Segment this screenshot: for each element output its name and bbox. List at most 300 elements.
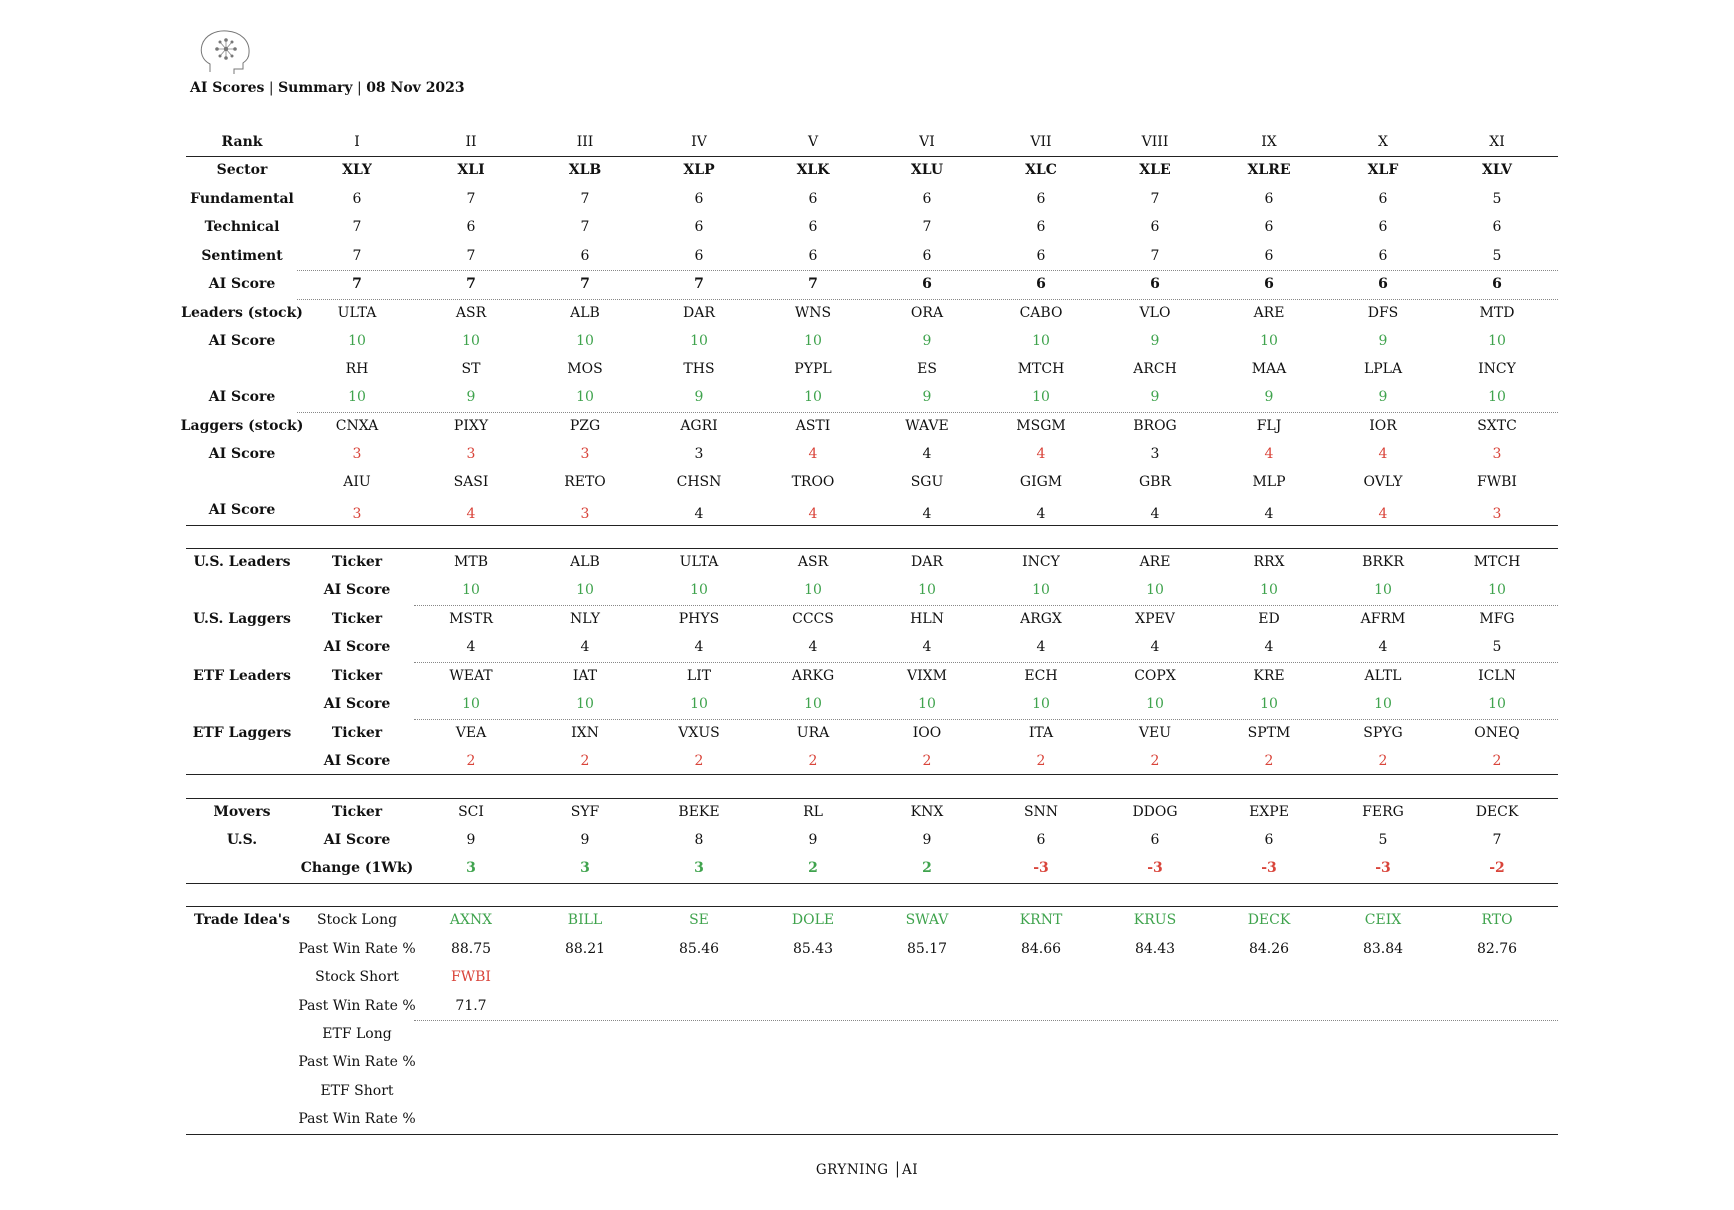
row-label-leaders: Leaders (stock) <box>181 305 303 321</box>
technical-score: 6 <box>1492 219 1502 235</box>
list-score: 4 <box>694 639 704 655</box>
row-label-ai-score: AI Score <box>208 446 276 462</box>
section-rule <box>186 798 1558 799</box>
leader-ticker: CABO <box>1019 305 1063 321</box>
row-label-fundamental: Fundamental <box>190 191 294 207</box>
row-label-ai-score: AI Score <box>208 502 276 518</box>
lagger-score: 4 <box>922 506 932 522</box>
list-ticker: ALTL <box>1364 668 1402 684</box>
mover-ticker: RL <box>803 804 823 820</box>
sector-ai-score: 7 <box>694 276 704 292</box>
mover-ticker: FERG <box>1362 804 1404 820</box>
lagger-score: 4 <box>1150 506 1160 522</box>
mover-change: 2 <box>922 860 932 876</box>
list-ticker: PHYS <box>678 611 720 627</box>
list-score: 2 <box>1378 753 1388 769</box>
list-score: 10 <box>1374 696 1392 712</box>
sector-ticker: XLP <box>683 162 715 178</box>
win-rate: 84.66 <box>1020 941 1062 957</box>
technical-score: 6 <box>1264 219 1274 235</box>
technical-score: 6 <box>1036 219 1046 235</box>
row-divider <box>414 605 1558 606</box>
mover-change: 3 <box>466 860 476 876</box>
stock-long-ticker: AXNX <box>449 912 493 928</box>
group-label-us: U.S. <box>226 832 258 848</box>
sentiment-score: 7 <box>466 248 476 264</box>
mover-score: 6 <box>1264 832 1274 848</box>
lagger-ticker: SGU <box>910 474 944 490</box>
fundamental-score: 6 <box>694 191 704 207</box>
list-ticker: VEA <box>455 725 487 741</box>
list-ticker: WEAT <box>449 668 493 684</box>
technical-score: 7 <box>352 219 362 235</box>
list-score: 10 <box>690 696 708 712</box>
row-divider <box>297 412 1558 413</box>
sentiment-score: 7 <box>352 248 362 264</box>
sentiment-score: 6 <box>808 248 818 264</box>
sentiment-score: 6 <box>1378 248 1388 264</box>
list-score: 10 <box>1146 582 1164 598</box>
leader-score: 10 <box>690 333 708 349</box>
rank-numeral: XI <box>1489 134 1505 150</box>
sentiment-score: 6 <box>1036 248 1046 264</box>
list-ticker: CCCS <box>792 611 834 627</box>
fundamental-score: 6 <box>1378 191 1388 207</box>
list-score: 2 <box>1492 753 1502 769</box>
sector-ai-score: 7 <box>466 276 476 292</box>
leader-score: 10 <box>1260 333 1278 349</box>
leader-ticker: ST <box>461 361 481 377</box>
leader-ticker: INCY <box>1478 361 1516 377</box>
row-label-stock-long: Stock Long <box>316 912 398 928</box>
leader-score: 9 <box>1150 333 1160 349</box>
list-ticker: VEU <box>1138 725 1172 741</box>
technical-score: 6 <box>1150 219 1160 235</box>
win-rate: 71.7 <box>455 998 487 1014</box>
list-ticker: ARKG <box>791 668 835 684</box>
sector-ticker: XLU <box>910 162 944 178</box>
row-label-ai-score: AI Score <box>208 333 276 349</box>
leader-score: 10 <box>804 389 822 405</box>
leader-ticker: RH <box>345 361 369 377</box>
list-score: 10 <box>1488 696 1506 712</box>
mover-ticker: BEKE <box>678 804 720 820</box>
list-ticker: COPX <box>1134 668 1176 684</box>
list-ticker: VXUS <box>678 725 720 741</box>
row-label-etf-short: ETF Short <box>320 1083 394 1099</box>
lagger-ticker: RETO <box>564 474 606 490</box>
list-score: 10 <box>804 582 822 598</box>
row-label-change: Change (1Wk) <box>300 860 414 876</box>
list-score: 10 <box>1260 582 1278 598</box>
row-label-ai-score: AI Score <box>323 832 391 848</box>
win-rate: 82.76 <box>1476 941 1518 957</box>
stock-long-ticker: CEIX <box>1364 912 1402 928</box>
mover-score: 6 <box>1036 832 1046 848</box>
mover-ticker: EXPE <box>1249 804 1289 820</box>
sector-ai-score: 7 <box>580 276 590 292</box>
sector-ai-score: 6 <box>1492 276 1502 292</box>
sector-ticker: XLB <box>568 162 602 178</box>
lagger-score: 4 <box>1378 446 1388 462</box>
rank-numeral: IV <box>691 134 707 150</box>
mover-ticker: SNN <box>1023 804 1059 820</box>
lagger-score: 4 <box>922 446 932 462</box>
leader-ticker: ARCH <box>1133 361 1177 377</box>
leader-score: 9 <box>1378 333 1388 349</box>
list-score: 10 <box>804 696 822 712</box>
lagger-score: 3 <box>1492 446 1502 462</box>
list-score: 4 <box>1264 639 1274 655</box>
mover-score: 8 <box>694 832 704 848</box>
list-score: 10 <box>1146 696 1164 712</box>
row-divider <box>414 662 1558 663</box>
lagger-ticker: FLJ <box>1256 418 1282 434</box>
leader-score: 10 <box>1032 389 1050 405</box>
list-ticker: SPYG <box>1363 725 1403 741</box>
mover-score: 9 <box>466 832 476 848</box>
lagger-ticker: IOR <box>1369 418 1397 434</box>
list-score: 4 <box>808 639 818 655</box>
list-score: 2 <box>808 753 818 769</box>
leader-ticker: LPLA <box>1363 361 1403 377</box>
list-ticker: IXN <box>571 725 599 741</box>
rank-numeral: VIII <box>1141 134 1169 150</box>
group-label-movers: Movers <box>213 804 271 820</box>
list-ticker: MTCH <box>1473 554 1521 570</box>
list-score: 4 <box>1150 639 1160 655</box>
stock-long-ticker: RTO <box>1481 912 1513 928</box>
mover-score: 7 <box>1492 832 1502 848</box>
technical-score: 6 <box>694 219 704 235</box>
list-ticker: ASR <box>797 554 829 570</box>
list-score: 10 <box>576 582 594 598</box>
list-score: 4 <box>1036 639 1046 655</box>
leader-ticker: PYPL <box>794 361 832 377</box>
lagger-score: 4 <box>694 506 704 522</box>
fundamental-score: 6 <box>808 191 818 207</box>
row-divider <box>414 719 1558 720</box>
mover-change: -3 <box>1261 860 1277 876</box>
list-score: 2 <box>580 753 590 769</box>
sector-ticker: XLY <box>342 162 372 178</box>
footer-brand: GRYNING │AI <box>815 1162 919 1178</box>
win-rate: 85.43 <box>792 941 834 957</box>
win-rate: 85.17 <box>906 941 948 957</box>
lagger-ticker: PZG <box>569 418 601 434</box>
list-ticker: SPTM <box>1247 725 1291 741</box>
sentiment-score: 5 <box>1492 248 1502 264</box>
technical-score: 6 <box>1378 219 1388 235</box>
stock-long-ticker: SE <box>689 912 709 928</box>
lagger-ticker: AIU <box>343 474 371 490</box>
list-ticker: ULTA <box>679 554 719 570</box>
group-label-trade-ideas: Trade Idea's <box>194 912 290 928</box>
row-label-ai-score: AI Score <box>208 276 276 292</box>
rank-numeral: II <box>465 134 477 150</box>
lagger-ticker: ASTI <box>795 418 831 434</box>
list-score: 2 <box>1264 753 1274 769</box>
rank-numeral: X <box>1378 134 1388 150</box>
win-rate: 88.75 <box>450 941 492 957</box>
group-label-etf-laggers: ETF Laggers <box>192 725 292 741</box>
leader-score: 10 <box>804 333 822 349</box>
sector-ticker: XLE <box>1139 162 1171 178</box>
list-score: 10 <box>462 696 480 712</box>
row-label-ai-score: AI Score <box>208 389 276 405</box>
list-ticker: MSTR <box>449 611 493 627</box>
mover-ticker: DECK <box>1475 804 1519 820</box>
win-rate: 84.26 <box>1248 941 1290 957</box>
row-label-ai-score: AI Score <box>323 753 391 769</box>
rank-numeral: I <box>354 134 360 150</box>
leader-score: 10 <box>576 333 594 349</box>
sentiment-score: 6 <box>694 248 704 264</box>
lagger-score: 3 <box>1150 446 1160 462</box>
technical-score: 7 <box>922 219 932 235</box>
lagger-ticker: PIXY <box>453 418 489 434</box>
mover-change: -3 <box>1033 860 1049 876</box>
row-label-past-win: Past Win Rate % <box>298 1111 416 1127</box>
sector-ticker: XLC <box>1025 162 1057 178</box>
fundamental-score: 6 <box>1264 191 1274 207</box>
sector-ai-score: 6 <box>1264 276 1274 292</box>
leader-score: 9 <box>694 389 704 405</box>
lagger-ticker: SASI <box>453 474 489 490</box>
list-score: 5 <box>1492 639 1502 655</box>
row-label-past-win: Past Win Rate % <box>298 941 416 957</box>
win-rate: 85.46 <box>678 941 720 957</box>
fundamental-score: 6 <box>1036 191 1046 207</box>
lagger-score: 3 <box>352 506 362 522</box>
leader-ticker: ALB <box>570 305 600 321</box>
leader-ticker: MTD <box>1479 305 1515 321</box>
list-score: 4 <box>1378 639 1388 655</box>
row-label-etf-long: ETF Long <box>322 1026 392 1042</box>
leader-score: 10 <box>1488 389 1506 405</box>
lagger-score: 3 <box>694 446 704 462</box>
lagger-score: 3 <box>352 446 362 462</box>
leader-ticker: ORA <box>910 305 944 321</box>
row-divider <box>297 270 1558 271</box>
sector-ai-score: 7 <box>352 276 362 292</box>
leader-ticker: ULTA <box>337 305 377 321</box>
mover-score: 9 <box>808 832 818 848</box>
list-ticker: MFG <box>1479 611 1515 627</box>
leader-ticker: ES <box>917 361 937 377</box>
leader-score: 10 <box>462 333 480 349</box>
lagger-ticker: OVLY <box>1363 474 1403 490</box>
row-label-sentiment: Sentiment <box>201 248 283 264</box>
lagger-ticker: FWBI <box>1477 474 1517 490</box>
leader-score: 9 <box>922 333 932 349</box>
sentiment-score: 7 <box>1150 248 1160 264</box>
list-ticker: ITA <box>1028 725 1054 741</box>
win-rate: 84.43 <box>1134 941 1176 957</box>
leader-ticker: VLO <box>1139 305 1171 321</box>
mover-change: -3 <box>1375 860 1391 876</box>
sector-ai-score: 7 <box>808 276 818 292</box>
rank-numeral: VII <box>1030 134 1052 150</box>
lagger-ticker: GIGM <box>1019 474 1063 490</box>
stock-long-ticker: SWAV <box>905 912 949 928</box>
technical-score: 6 <box>808 219 818 235</box>
leader-score: 10 <box>1488 333 1506 349</box>
lagger-score: 3 <box>580 446 590 462</box>
list-ticker: DAR <box>911 554 943 570</box>
list-score: 4 <box>922 639 932 655</box>
rank-numeral: VI <box>919 134 935 150</box>
list-ticker: VIXM <box>907 668 947 684</box>
list-ticker: NLY <box>570 611 600 627</box>
list-ticker: RRX <box>1253 554 1285 570</box>
row-label-rank: Rank <box>221 134 263 150</box>
list-score: 2 <box>694 753 704 769</box>
row-label-ai-score: AI Score <box>323 639 391 655</box>
list-score: 2 <box>466 753 476 769</box>
row-divider <box>414 1020 1558 1021</box>
sector-ticker: XLRE <box>1247 162 1291 178</box>
row-label-ai-score: AI Score <box>323 696 391 712</box>
rank-numeral: V <box>807 134 819 150</box>
list-score: 10 <box>576 696 594 712</box>
row-label-past-win: Past Win Rate % <box>298 1054 416 1070</box>
technical-score: 6 <box>466 219 476 235</box>
list-score: 4 <box>466 639 476 655</box>
row-label-ticker: Ticker <box>331 725 383 741</box>
list-ticker: ARE <box>1139 554 1171 570</box>
lagger-ticker: MLP <box>1252 474 1286 490</box>
list-score: 10 <box>1260 696 1278 712</box>
list-ticker: ONEQ <box>1474 725 1520 741</box>
leader-ticker: ARE <box>1253 305 1285 321</box>
list-ticker: ED <box>1258 611 1280 627</box>
leader-score: 10 <box>1032 333 1050 349</box>
fundamental-score: 7 <box>1150 191 1160 207</box>
mover-score: 6 <box>1150 832 1160 848</box>
leader-score: 10 <box>348 389 366 405</box>
leader-score: 10 <box>576 389 594 405</box>
row-label-ticker: Ticker <box>331 611 383 627</box>
section-rule <box>186 1134 1558 1135</box>
leader-ticker: MOS <box>567 361 603 377</box>
mover-ticker: SCI <box>458 804 484 820</box>
fundamental-score: 7 <box>466 191 476 207</box>
rank-numeral: IX <box>1261 134 1277 150</box>
section-rule <box>186 525 1558 526</box>
list-score: 2 <box>1150 753 1160 769</box>
leader-ticker: MAA <box>1251 361 1287 377</box>
list-ticker: INCY <box>1022 554 1060 570</box>
list-score: 10 <box>918 696 936 712</box>
list-score: 10 <box>1374 582 1392 598</box>
list-ticker: IOO <box>912 725 942 741</box>
mover-score: 9 <box>580 832 590 848</box>
fundamental-score: 6 <box>922 191 932 207</box>
list-ticker: KRE <box>1253 668 1285 684</box>
section-rule <box>186 774 1558 775</box>
list-score: 10 <box>462 582 480 598</box>
lagger-ticker: SXTC <box>1477 418 1517 434</box>
leader-score: 9 <box>922 389 932 405</box>
list-ticker: ARGX <box>1020 611 1062 627</box>
fundamental-score: 6 <box>352 191 362 207</box>
mover-ticker: SYF <box>570 804 600 820</box>
win-rate: 88.21 <box>564 941 606 957</box>
list-score: 10 <box>1488 582 1506 598</box>
lagger-ticker: AGRI <box>680 418 718 434</box>
list-score: 10 <box>690 582 708 598</box>
sector-ticker: XLV <box>1482 162 1512 178</box>
row-label-ticker: Ticker <box>331 668 383 684</box>
sentiment-score: 6 <box>1264 248 1274 264</box>
stock-long-ticker: KRUS <box>1133 912 1177 928</box>
list-ticker: XPEV <box>1135 611 1175 627</box>
lagger-score: 4 <box>808 446 818 462</box>
leader-score: 10 <box>348 333 366 349</box>
row-label-past-win: Past Win Rate % <box>298 998 416 1014</box>
row-label-laggers: Laggers (stock) <box>180 418 304 434</box>
group-label-etf-leaders: ETF Leaders <box>193 668 291 684</box>
page-title: AI Scores | Summary | 08 Nov 2023 <box>190 80 465 96</box>
stock-long-ticker: DOLE <box>791 912 835 928</box>
lagger-ticker: TROO <box>791 474 835 490</box>
stock-long-ticker: KRNT <box>1019 912 1063 928</box>
row-label-technical: Technical <box>204 219 280 235</box>
leader-ticker: ASR <box>455 305 487 321</box>
section-rule <box>186 906 1558 907</box>
leader-score: 9 <box>466 389 476 405</box>
stock-long-ticker: BILL <box>567 912 603 928</box>
lagger-ticker: CHSN <box>676 474 722 490</box>
leader-ticker: DFS <box>1367 305 1399 321</box>
list-ticker: ICLN <box>1478 668 1516 684</box>
leader-score: 9 <box>1264 389 1274 405</box>
list-ticker: ECH <box>1024 668 1058 684</box>
leader-ticker: THS <box>683 361 715 377</box>
leader-ticker: WNS <box>794 305 832 321</box>
technical-score: 7 <box>580 219 590 235</box>
list-ticker: HLN <box>910 611 944 627</box>
lagger-ticker: BROG <box>1133 418 1177 434</box>
mover-score: 9 <box>922 832 932 848</box>
list-ticker: IAT <box>572 668 598 684</box>
mover-change: 3 <box>580 860 590 876</box>
mover-change: -3 <box>1147 860 1163 876</box>
section-rule <box>186 883 1558 884</box>
stock-short-ticker: FWBI <box>451 969 491 985</box>
mover-ticker: DDOG <box>1132 804 1178 820</box>
list-ticker: ALB <box>570 554 600 570</box>
leader-score: 9 <box>1150 389 1160 405</box>
list-ticker: MTB <box>454 554 488 570</box>
row-label-ai-score: AI Score <box>323 582 391 598</box>
sector-ticker: XLK <box>796 162 830 178</box>
mover-score: 5 <box>1378 832 1388 848</box>
fundamental-score: 5 <box>1492 191 1502 207</box>
list-score: 10 <box>918 582 936 598</box>
group-label-us-leaders: U.S. Leaders <box>193 554 291 570</box>
lagger-score: 4 <box>808 506 818 522</box>
lagger-score: 4 <box>1036 446 1046 462</box>
row-label-ticker: Ticker <box>331 804 383 820</box>
group-label-us-laggers: U.S. Laggers <box>193 611 291 627</box>
leader-ticker: MTCH <box>1017 361 1065 377</box>
rank-numeral: III <box>576 134 594 150</box>
mover-change: 2 <box>808 860 818 876</box>
list-score: 2 <box>1036 753 1046 769</box>
lagger-score: 3 <box>580 506 590 522</box>
